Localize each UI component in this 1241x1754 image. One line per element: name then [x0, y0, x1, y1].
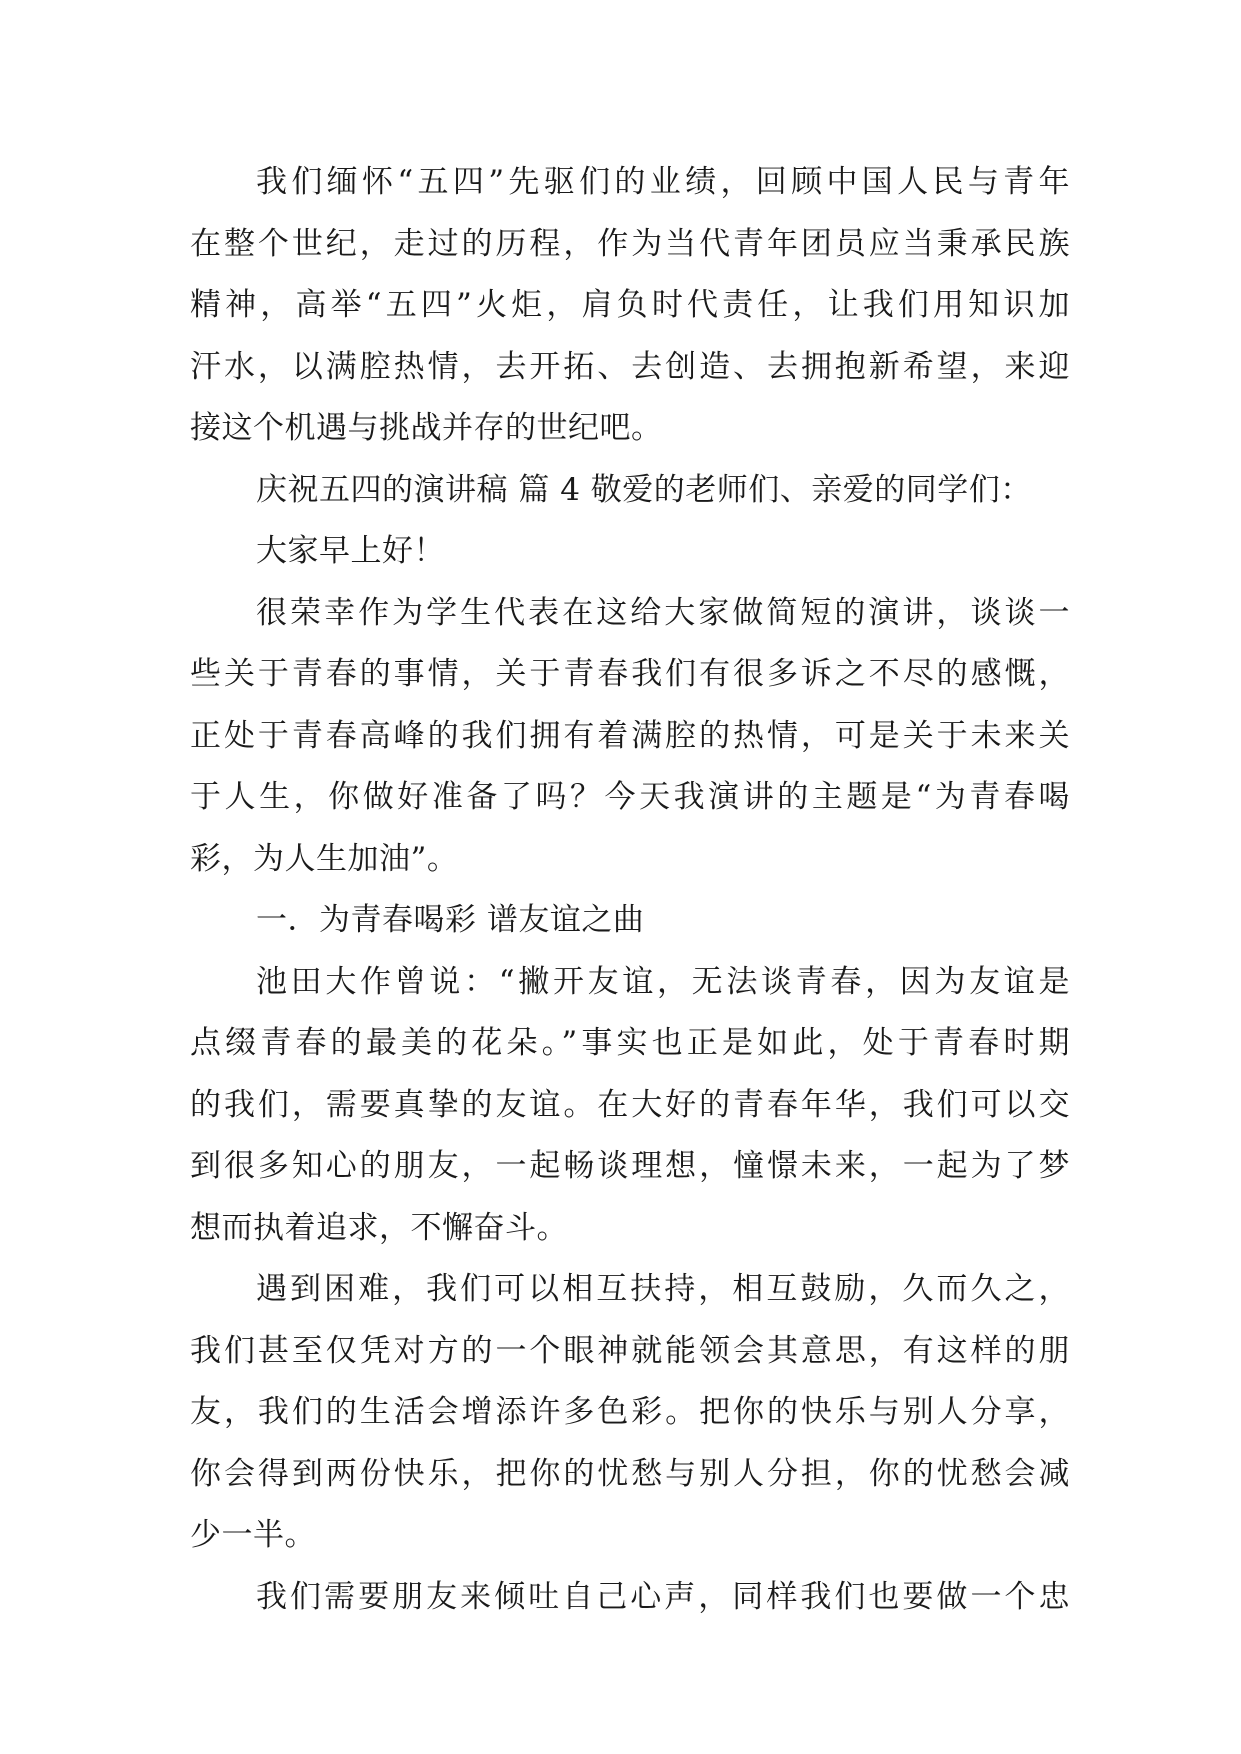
text-line: 在整个世纪，走过的历程，作为当代青年团员应当秉承民族 — [190, 225, 1070, 262]
text-line: 于人生，你做好准备了吗？今天我演讲的主题是“为青春喝 — [190, 779, 1070, 815]
text-line: 接这个机遇与挑战并存的世纪吧。 — [190, 410, 663, 446]
text-line: 汗水，以满腔热情，去开拓、去创造、去拥抱新希望，来迎 — [190, 348, 1070, 385]
text-line: 我们需要朋友来倾吐自己心声，同样我们也要做一个忠 — [256, 1578, 1070, 1615]
text-line: 我们缅怀“五四”先驱们的业绩，回顾中国人民与青年 — [256, 164, 1070, 200]
text-line: 遇到困难，我们可以相互扶持，相互鼓励，久而久之， — [256, 1271, 1070, 1307]
text-line: 友，我们的生活会增添许多色彩。把你的快乐与别人分享， — [190, 1394, 1070, 1430]
greeting-line: 大家早上好！ — [256, 533, 445, 569]
text-line: 我们甚至仅凭对方的一个眼神就能领会其意思，有这样的朋 — [190, 1332, 1070, 1369]
text-line: 精神，高举“五四”火炬，肩负时代责任，让我们用知识加 — [190, 287, 1070, 323]
text-line: 你会得到两份快乐，把你的忧愁与别人分担，你的忧愁会减 — [190, 1455, 1070, 1492]
text-line: 到很多知心的朋友，一起畅谈理想，憧憬未来，一起为了梦 — [190, 1148, 1070, 1184]
text-line: 的我们，需要真挚的友谊。在大好的青春年华，我们可以交 — [190, 1086, 1070, 1123]
text-line: 池田大作曾说：“撇开友谊，无法谈青春，因为友谊是 — [256, 963, 1070, 1000]
text-line: 些关于青春的事情，关于青春我们有很多诉之不尽的感慨， — [190, 656, 1070, 692]
text-line: 点缀青春的最美的花朵。”事实也正是如此，处于青春时期 — [190, 1025, 1070, 1061]
text-line: 少一半。 — [190, 1517, 316, 1553]
text-line: 正处于青春高峰的我们拥有着满腔的热情，可是关于未来关 — [190, 717, 1070, 754]
text-line: 想而执着追求，不懈奋斗。 — [190, 1209, 568, 1246]
section-heading: 庆祝五四的演讲稿 篇 4 敬爱的老师们、亲爱的同学们： — [256, 471, 1032, 508]
subsection-heading: 一．为青春喝彩 谱友谊之曲 — [256, 902, 645, 938]
document-body — [190, 152, 1070, 1628]
text-line: 彩，为人生加油”。 — [190, 840, 459, 877]
text-line: 很荣幸作为学生代表在这给大家做简短的演讲，谈谈一 — [256, 594, 1070, 631]
